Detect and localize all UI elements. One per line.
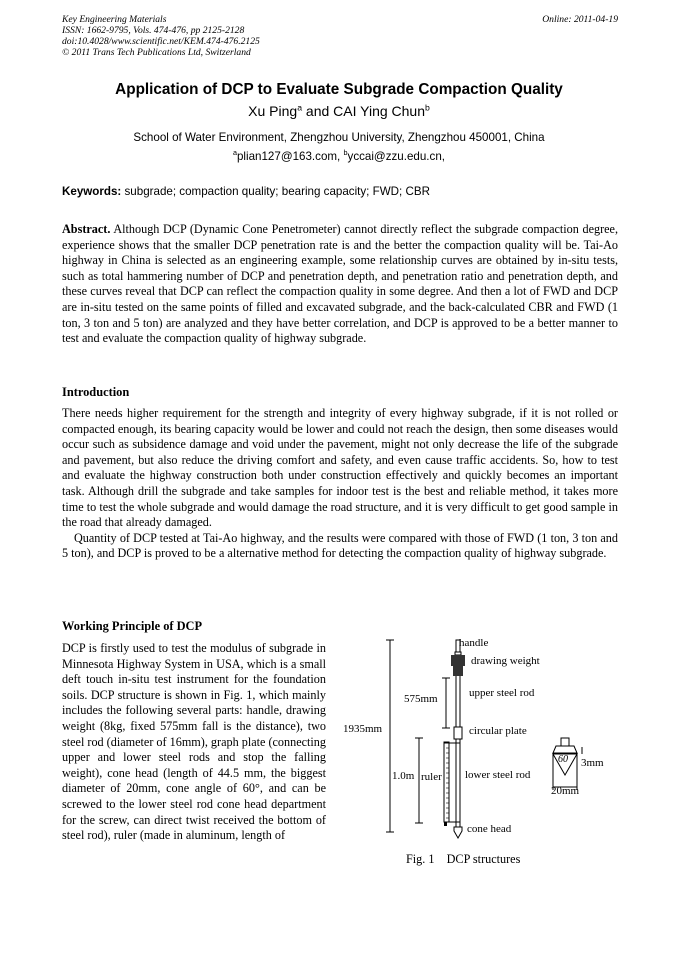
issn-line: ISSN: 1662-9795, Vols. 474-476, pp 2125-2128 (62, 25, 245, 36)
author-1: Xu Ping (248, 103, 298, 119)
drawing-weight-shape (451, 655, 465, 676)
email-b-mark: b (343, 148, 348, 158)
label-cone-head: cone head (467, 823, 512, 835)
label-dim-1935mm: 1935mm (343, 723, 383, 735)
label-circular-plate: circular plate (469, 725, 527, 737)
introduction-body (62, 406, 618, 562)
author-2-affil-mark: b (425, 102, 430, 113)
doi-line: doi:10.4028/www.scientific.net/KEM.474-476.2125 (62, 36, 260, 47)
introduction-heading: Introduction (62, 385, 130, 399)
author-conjunction: and (302, 103, 334, 119)
affiliation: School of Water Environment, Zhengzhou University, Zhengzhou 450001, China (133, 131, 545, 144)
label-ruler: ruler (421, 771, 442, 783)
online-date: Online: 2011-04-19 (542, 14, 618, 25)
email-line (0, 150, 678, 163)
working-principle-heading: Working Principle of DCP (62, 619, 203, 633)
label-handle: handle (459, 637, 489, 649)
author-line (0, 103, 678, 119)
keywords-text: subgrade; compaction quality; bearing capacity; FWD; CBR (121, 185, 430, 198)
email-b[interactable]: yccai@zzu.edu.cn, (347, 150, 445, 163)
journal-name: Key Engineering Materials (62, 14, 167, 25)
label-cone-angle: 60 (558, 754, 568, 765)
label-cone-diameter: 20mm (551, 785, 580, 797)
email-a[interactable]: plian127@163.com, (236, 150, 344, 163)
abstract-label: Abstract. (62, 222, 111, 236)
figure-1-caption: Fig. 1 DCP structures (406, 852, 521, 866)
email-a-mark: a (232, 148, 237, 158)
introduction-paragraph-2: Quantity of DCP tested at Tai-Ao highway, and the results were compared with those of FWD (1 ton, 3 ton and 5 ton), and DCP is proved to be a alternative method for detecting the compaction quality of highway subgrade. (62, 530, 618, 561)
author-2: CAI Ying Chun (333, 103, 426, 119)
label-drawing-weight: drawing weight (471, 655, 540, 667)
keywords-label: Keywords: (62, 185, 122, 198)
label-dim-575mm: 575mm (404, 693, 438, 705)
figure-1-dcp-structure (340, 630, 620, 880)
label-upper-steel-rod: upper steel rod (469, 687, 535, 699)
ruler-foot-icon (444, 822, 447, 826)
label-dim-1m: 1.0m (392, 770, 415, 782)
working-principle-body: DCP is firstly used to test the modulus of subgrade in Minnesota Highway System in USA, which is a small deft touch in-situ test instrument for the foundation soils. DCP structure is shown in Fig. 1, which mainly includes the following several parts: handle, drawing weight (8kg, fixed 575mm fall is the distance), two steel rod (diameter of 16mm), graph plate (connecting upper and lower steel rods and stop the falling weight), cone head (length of 44.5 mm, the biggest diameter of 20mm, cone angle of 60°, and can be screwed to the lower steel rod cone head department for the screw, can direct twist received the bottom of steel rod), ruler (made in aluminum, length of (62, 641, 326, 843)
paper-title: Application of DCP to Evaluate Subgrade Compaction Quality (115, 81, 563, 98)
journal-header (62, 14, 618, 58)
abstract (62, 222, 618, 347)
author-1-affil-mark: a (297, 102, 303, 113)
label-lower-steel-rod: lower steel rod (465, 769, 531, 781)
keywords (62, 185, 618, 198)
abstract-text: Although DCP (Dynamic Cone Penetrometer) cannot directly reflect the subgrade compaction degree, experience shows that the smaller DCP penetration rate is and the better the compaction quality will be. Tai-Ao highway in China is selected as an engineering example, some relationship curves are obtained by in-situ tests, such as total hammering number of DCP and penetration depth, and penetration ratio and penetration depth, and these curves reveal that DCP can reflect the compaction quality in some degree. And then a lot of FWD and DCP are in-situ tested on the same points of filled and excavated subgrade, and the back-calculated CBR and FWD (1 ton, 3 ton and 5 ton) are analyzed and they have better correlation, and DCP is approved to be a better manner to test and evaluate the compaction quality of highway subgrade. (62, 222, 618, 346)
introduction-paragraph-1: There needs higher requirement for the strength and integrity of every highway subgrade, if it is not rolled or compacted enough, its bearing capacity would be lower and could not reach the design, then some diseases would occur such as subsidence damage and void under the pavement, might not only decrease the life of the subgrade and pavement, but also reduce the driving comfort and safety, and even cause traffic accidents. So, how to test and evaluate the highway construction both under construction effectively and quickly becomes an important task. Although drill the subgrade and take samples for indoor test is the best and reliable method, it takes more time to test the whole subgrade and would damage the road structure, and it is very difficult to get good sample in the road that already damaged. (62, 406, 618, 530)
label-cone-height: 3mm (581, 757, 604, 769)
copyright-line: © 2011 Trans Tech Publications Ltd, Switzerland (62, 47, 251, 58)
